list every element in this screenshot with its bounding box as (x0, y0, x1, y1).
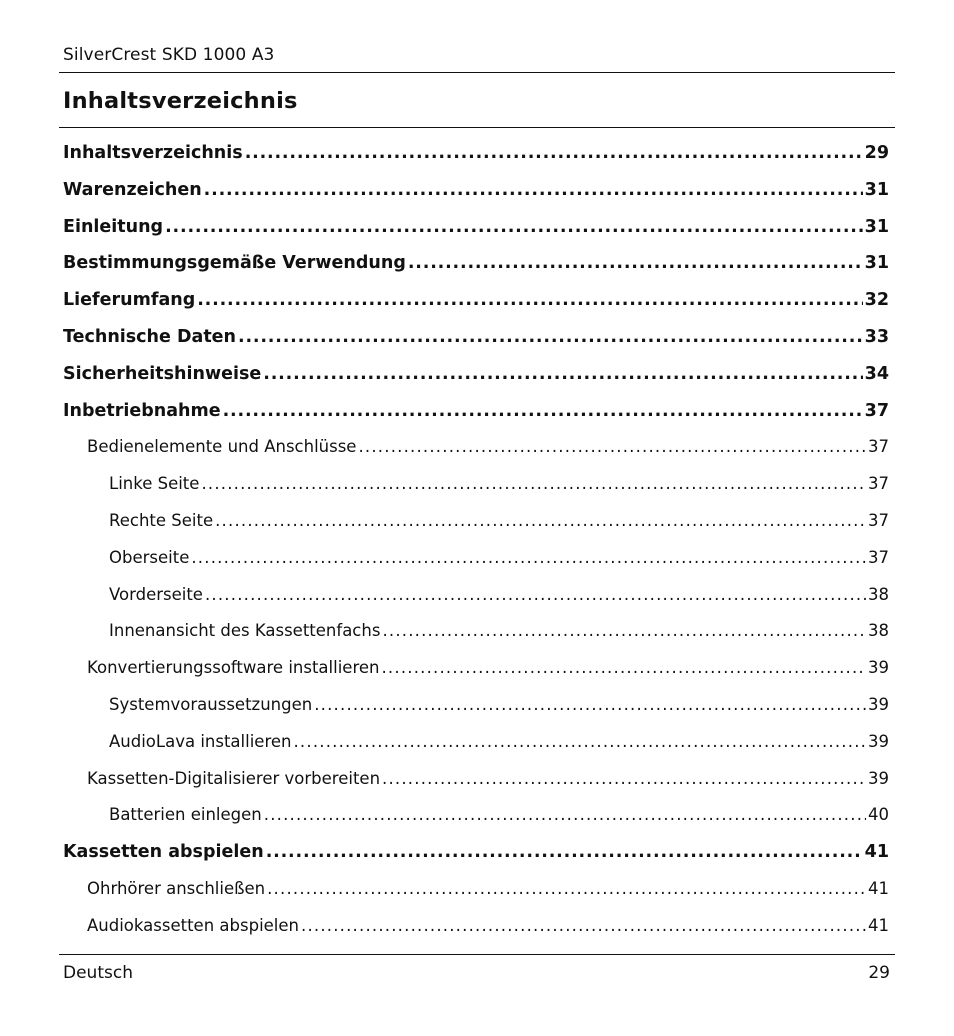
dot-leader (263, 364, 862, 384)
toc-entry[interactable] (109, 695, 889, 714)
dot-leader (223, 401, 863, 421)
toc-entry-page: 39 (868, 731, 889, 751)
toc-entry[interactable] (109, 511, 889, 530)
dot-leader (201, 474, 866, 493)
toc-entry-label: AudioLava installieren (109, 731, 292, 751)
dot-leader (264, 805, 866, 824)
dot-leader (191, 548, 866, 567)
toc-entry-page: 40 (868, 805, 889, 825)
toc-entry[interactable] (87, 769, 889, 788)
footer-language: Deutsch (63, 963, 133, 983)
toc-entry[interactable] (109, 585, 889, 604)
toc-entry-label: Sicherheitshinweise (63, 363, 262, 384)
toc-entry-label: Einleitung (63, 216, 164, 237)
toc-entry-label: Innenansicht des Kassettenfachs (109, 621, 381, 641)
dot-leader (293, 732, 866, 751)
toc-entry-label: Kassetten-Digitalisierer vorbereiten (87, 768, 381, 788)
dot-leader (215, 511, 866, 530)
toc-entry-page: 32 (864, 290, 889, 311)
dot-leader (314, 695, 866, 714)
toc-entry[interactable] (87, 658, 889, 677)
dot-leader (358, 437, 866, 456)
dot-leader (205, 585, 866, 604)
toc-entry-page: 29 (864, 143, 889, 163)
toc-entry[interactable] (109, 621, 889, 640)
dot-leader (301, 916, 866, 935)
toc-entry[interactable] (109, 805, 889, 824)
footer-page-number: 29 (868, 963, 890, 983)
toc-entry[interactable] (63, 290, 889, 310)
toc-entry-page: 41 (864, 842, 889, 863)
dot-leader (382, 769, 866, 788)
toc-entry-page: 33 (864, 327, 889, 347)
page-header: SilverCrest SKD 1000 A3 (63, 45, 275, 65)
section-title: Inhaltsverzeichnis (63, 88, 298, 114)
footer-rule (59, 954, 895, 955)
dot-leader (197, 290, 862, 310)
toc-entry-label: Systemvoraussetzungen (109, 695, 313, 714)
dot-leader (245, 143, 863, 163)
toc-entry[interactable] (63, 842, 889, 862)
toc-entry-page: 37 (868, 547, 889, 567)
toc-entry-label: Batterien einlegen (109, 805, 262, 825)
dot-leader (267, 879, 866, 898)
toc-entry-page: 39 (868, 695, 889, 714)
toc-entry-label: Rechte Seite (109, 511, 214, 530)
toc-entry[interactable] (63, 253, 889, 273)
toc-entry-page: 31 (864, 216, 889, 237)
toc-entry-label: Audiokassetten abspielen (87, 915, 299, 935)
dot-leader (382, 621, 866, 640)
toc-entry[interactable] (109, 474, 889, 493)
dot-leader (408, 253, 863, 273)
toc-entry[interactable] (63, 401, 889, 421)
toc-entry-page: 37 (868, 437, 889, 457)
toc-entry-page: 31 (864, 253, 889, 274)
toc-entry[interactable] (63, 143, 889, 163)
toc-entry-page: 37 (868, 511, 889, 530)
toc-entry-page: 39 (868, 768, 889, 788)
toc-entry-label: Linke Seite (109, 474, 200, 494)
toc-entry-label: Warenzeichen (63, 179, 202, 200)
toc-entry-page: 37 (864, 400, 889, 421)
dot-leader (165, 217, 863, 237)
toc-entry[interactable] (63, 327, 889, 347)
toc-entry-label: Bedienelemente und Anschlüsse (87, 437, 357, 457)
toc-entry[interactable] (87, 916, 889, 935)
dot-leader (266, 842, 863, 862)
toc-entry[interactable] (63, 364, 889, 384)
toc-entry-label: Oberseite (109, 547, 190, 567)
toc-entry-label: Inbetriebnahme (63, 400, 221, 421)
toc-entry[interactable] (109, 548, 889, 567)
toc-entry-page: 31 (864, 179, 889, 200)
toc-entry-page: 41 (868, 915, 889, 935)
toc-entry-label: Konvertierungssoftware installieren (87, 658, 380, 678)
toc-entry-label: Ohrhörer anschließen (87, 879, 266, 898)
toc-entry-page: 38 (868, 584, 889, 604)
toc-entry-label: Lieferumfang (63, 290, 196, 311)
toc-entry[interactable] (63, 180, 889, 200)
toc-entry-page: 41 (868, 879, 889, 898)
toc-entry[interactable] (87, 437, 889, 456)
toc-entry[interactable] (87, 879, 889, 898)
dot-leader (381, 658, 866, 677)
dot-leader (238, 327, 863, 347)
toc-entry-page: 34 (864, 363, 889, 384)
toc-entry-label: Inhaltsverzeichnis (63, 143, 243, 163)
dot-leader (204, 180, 863, 200)
toc-entry-page: 37 (868, 474, 889, 494)
toc-entry[interactable] (109, 732, 889, 751)
toc-entry-page: 38 (868, 621, 889, 641)
toc-entry-page: 39 (868, 658, 889, 678)
toc-entry-label: Vorderseite (109, 584, 203, 604)
toc-entry-label: Bestimmungsgemäße Verwendung (63, 253, 406, 274)
toc-entry[interactable] (63, 217, 889, 237)
toc-entry-label: Kassetten abspielen (63, 842, 264, 863)
toc-entry-label: Technische Daten (63, 327, 237, 347)
